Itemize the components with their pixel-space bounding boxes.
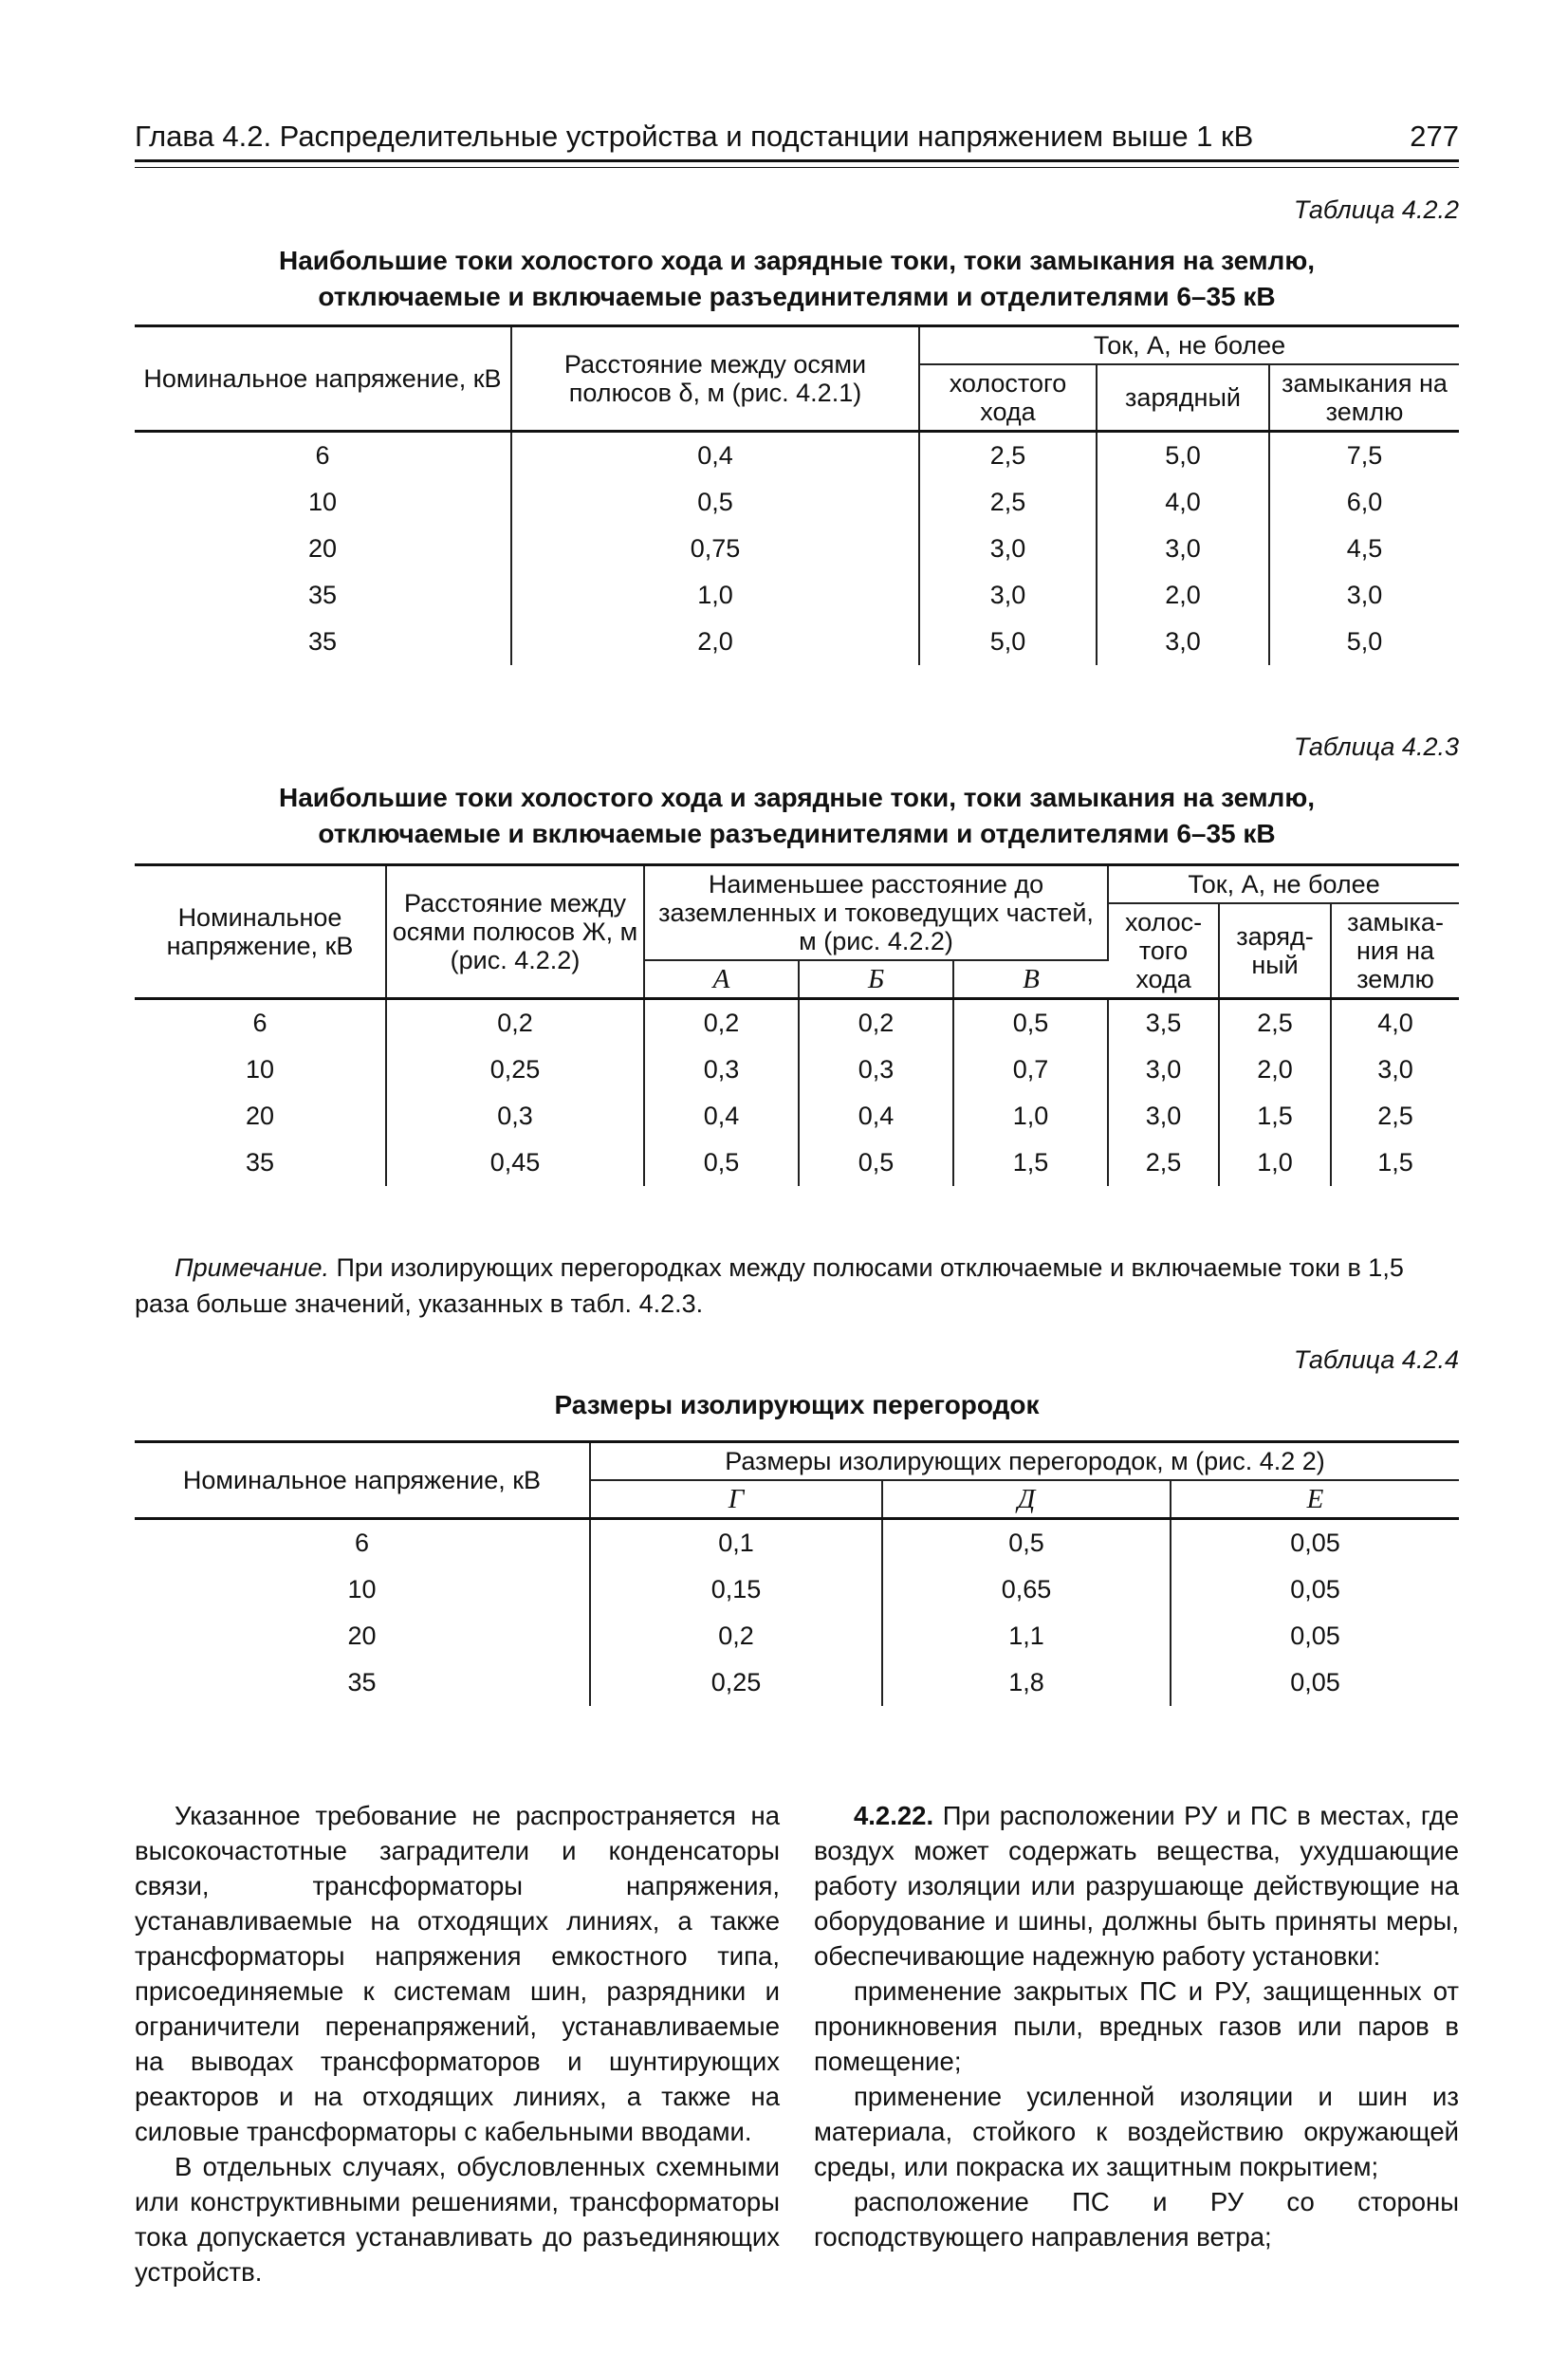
cell: 35 — [135, 572, 511, 619]
cell: 0,3 — [386, 1093, 644, 1140]
header-voltage: Номинальное напряжение, кВ — [135, 1442, 590, 1519]
note-text: При изолирующих перегородках между полюсами отключаемые и включаемые токи в 1,5 раза больше значений, указанных в табл. 4.2.3. — [135, 1253, 1404, 1318]
cell: 1,0 — [953, 1093, 1108, 1140]
cell: 3,0 — [1097, 619, 1269, 665]
header-b: Б — [799, 960, 953, 999]
cell: 2,5 — [919, 479, 1097, 526]
table-row — [135, 1613, 1459, 1659]
cell: 0,65 — [882, 1566, 1171, 1613]
cell: 4,0 — [1097, 479, 1269, 526]
cell: 5,0 — [1269, 619, 1459, 665]
header-charging: зарядный — [1097, 364, 1269, 432]
cell: 10 — [135, 1566, 590, 1613]
cell: 3,5 — [1108, 999, 1219, 1047]
table-row — [135, 432, 1459, 480]
paragraph: 4.2.22. При расположении РУ и ПС в местах, где воздух может содержать вещества, ухудшающие работу изоляции или разрушающе действующие на оборудование и шины, должны быть приняты меры, обеспечивающие надежную работу установки: — [814, 1801, 1459, 1971]
cell: 2,5 — [1219, 999, 1331, 1047]
cell: 1,5 — [1331, 1140, 1459, 1186]
cell: 4,5 — [1269, 526, 1459, 572]
cell: 35 — [135, 1659, 590, 1706]
cell: 3,0 — [1108, 1047, 1219, 1093]
cell: 20 — [135, 1093, 386, 1140]
table-note — [135, 1250, 1459, 1322]
table-4-2-2-title: Наибольшие токи холостого хода и зарядные токи, токи замыкания на землю, отключаемые и включаемые разъединителями и отделителями 6–35 кВ — [278, 246, 1316, 311]
left-text-column — [135, 1798, 780, 2289]
table-row — [135, 1659, 1459, 1706]
header-v: В — [953, 960, 1108, 999]
header-g: Г — [590, 1480, 882, 1519]
header-ground: замыкания на землю — [1269, 364, 1459, 432]
cell: 0,2 — [590, 1613, 882, 1659]
header-charging: заряд-ный — [1219, 903, 1331, 999]
paragraph: применение усиленной изоляции и шин из материала, стойкого к воздействию окружающей среды, или покраска их защитным покрытием; — [814, 2082, 1459, 2181]
paragraph: применение закрытых ПС и РУ, защищенных от проникновения пыли, вредных газов или паров в помещение; — [814, 1976, 1459, 2076]
cell: 1,8 — [882, 1659, 1171, 1706]
cell: 2,0 — [1219, 1047, 1331, 1093]
cell: 0,05 — [1171, 1566, 1459, 1613]
cell: 6 — [135, 432, 511, 480]
cell: 0,7 — [953, 1047, 1108, 1093]
table-row — [135, 1093, 1459, 1140]
cell: 10 — [135, 1047, 386, 1093]
table-4-2-4-title: Размеры изолирующих перегородок — [554, 1390, 1040, 1419]
cell: 0,4 — [644, 1093, 799, 1140]
cell: 0,2 — [386, 999, 644, 1047]
table-row — [135, 1566, 1459, 1613]
cell: 10 — [135, 479, 511, 526]
cell: 0,4 — [799, 1093, 953, 1140]
header-sizes: Размеры изолирующих перегородок, м (рис. 4.2 2) — [590, 1442, 1459, 1481]
table-row — [135, 1047, 1459, 1093]
table-row — [135, 572, 1459, 619]
cell: 0,3 — [644, 1047, 799, 1093]
cell: 2,5 — [1331, 1093, 1459, 1140]
cell: 1,5 — [953, 1140, 1108, 1186]
header-rule — [135, 167, 1459, 168]
cell: 20 — [135, 1613, 590, 1659]
table-4-2-2 — [135, 324, 1459, 665]
cell: 3,0 — [1331, 1047, 1459, 1093]
cell: 3,0 — [1269, 572, 1459, 619]
header-voltage: Номинальное напряжение, кВ — [135, 326, 511, 432]
header-voltage: Номинальное напряжение, кВ — [135, 865, 386, 999]
cell: 0,4 — [511, 432, 919, 480]
table-4-2-4 — [135, 1440, 1459, 1706]
cell: 0,15 — [590, 1566, 882, 1613]
cell: 0,2 — [799, 999, 953, 1047]
cell: 20 — [135, 526, 511, 572]
cell: 5,0 — [919, 619, 1097, 665]
cell: 6 — [135, 1519, 590, 1567]
table-row — [135, 479, 1459, 526]
paragraph: В отдельных случаях, обусловленных схемными или конструктивными решениями, трансформаторы тока допускается устанавливать до разъединяющих устройств. — [135, 2152, 780, 2287]
cell: 2,0 — [1097, 572, 1269, 619]
chapter-title: Глава 4.2. Распределительные устройства и подстанции напряжением выше 1 кВ — [135, 120, 1254, 153]
header-idle: холостого хода — [919, 364, 1097, 432]
cell: 1,0 — [511, 572, 919, 619]
header-e: Е — [1171, 1480, 1459, 1519]
cell: 0,5 — [953, 999, 1108, 1047]
cell: 0,05 — [1171, 1659, 1459, 1706]
cell: 1,5 — [1219, 1093, 1331, 1140]
paragraph: расположение ПС и РУ со стороны господствующего направления ветра; — [814, 2187, 1459, 2252]
cell: 0,05 — [1171, 1613, 1459, 1659]
cell: 3,0 — [1097, 526, 1269, 572]
cell: 35 — [135, 619, 511, 665]
cell: 0,5 — [882, 1519, 1171, 1567]
header-distance: Расстояние между осями полюсов δ, м (рис. 4.2.1) — [511, 326, 919, 432]
table-row — [135, 619, 1459, 665]
cell: 35 — [135, 1140, 386, 1186]
cell: 3,0 — [919, 526, 1097, 572]
cell: 3,0 — [919, 572, 1097, 619]
cell: 0,5 — [644, 1140, 799, 1186]
page-number: 277 — [1410, 120, 1459, 153]
cell: 5,0 — [1097, 432, 1269, 480]
cell: 0,45 — [386, 1140, 644, 1186]
cell: 1,1 — [882, 1613, 1171, 1659]
cell: 7,5 — [1269, 432, 1459, 480]
cell: 6 — [135, 999, 386, 1047]
cell: 0,5 — [511, 479, 919, 526]
cell: 2,0 — [511, 619, 919, 665]
cell: 0,05 — [1171, 1519, 1459, 1567]
header-ground: замыка-ния на землю — [1331, 903, 1459, 999]
table-row — [135, 526, 1459, 572]
running-header — [135, 120, 1459, 162]
paragraph: Указанное требование не распространяется на высокочастотные заградители и конденсаторы связи, трансформаторы напряжения, устанавливаемые на отходящих линиях, а также трансформаторы напряжения емкостного типа, присоединяемые к системам шин, разрядники и ограничители перенапряжений, устанавливаемые на выводах трансформаторов и шунтирующих реакторов и на отходящих линиях, а также на силовые трансформаторы с кабельными вводами. — [135, 1801, 780, 2146]
cell: 0,25 — [590, 1659, 882, 1706]
clause-number: 4.2.22. — [854, 1801, 934, 1830]
note-label: Примечание. — [175, 1253, 329, 1282]
header-idle: холос-того хода — [1108, 903, 1219, 999]
cell: 0,3 — [799, 1047, 953, 1093]
table-4-2-2-label: Таблица 4.2.2 — [1293, 195, 1459, 224]
cell: 3,0 — [1108, 1093, 1219, 1140]
table-4-2-3-title: Наибольшие токи холостого хода и зарядные токи, токи замыкания на землю, отключаемые и включаемые разъединителями и отделителями 6–35 кВ — [278, 783, 1316, 848]
table-row — [135, 999, 1459, 1047]
header-d: Д — [882, 1480, 1171, 1519]
header-current: Ток, А, не более — [919, 326, 1459, 365]
cell: 6,0 — [1269, 479, 1459, 526]
cell: 2,5 — [919, 432, 1097, 480]
cell: 0,1 — [590, 1519, 882, 1567]
cell: 1,0 — [1219, 1140, 1331, 1186]
cell: 0,75 — [511, 526, 919, 572]
table-4-2-4-label: Таблица 4.2.4 — [1293, 1345, 1459, 1374]
table-4-2-3-label: Таблица 4.2.3 — [1293, 732, 1459, 761]
header-current: Ток, А, не более — [1108, 865, 1459, 904]
header-a: А — [644, 960, 799, 999]
cell: 2,5 — [1108, 1140, 1219, 1186]
right-text-column — [814, 1798, 1459, 2254]
table-row — [135, 1140, 1459, 1186]
cell: 0,25 — [386, 1047, 644, 1093]
header-distance: Расстояние между осями полюсов Ж, м (рис. 4.2.2) — [386, 865, 644, 999]
cell: 4,0 — [1331, 999, 1459, 1047]
cell: 0,2 — [644, 999, 799, 1047]
table-4-2-3 — [135, 863, 1459, 1186]
table-row — [135, 1519, 1459, 1567]
header-min-distance: Наименьшее расстояние до заземленных и токоведущих частей, м (рис. 4.2.2) — [644, 865, 1108, 961]
cell: 0,5 — [799, 1140, 953, 1186]
